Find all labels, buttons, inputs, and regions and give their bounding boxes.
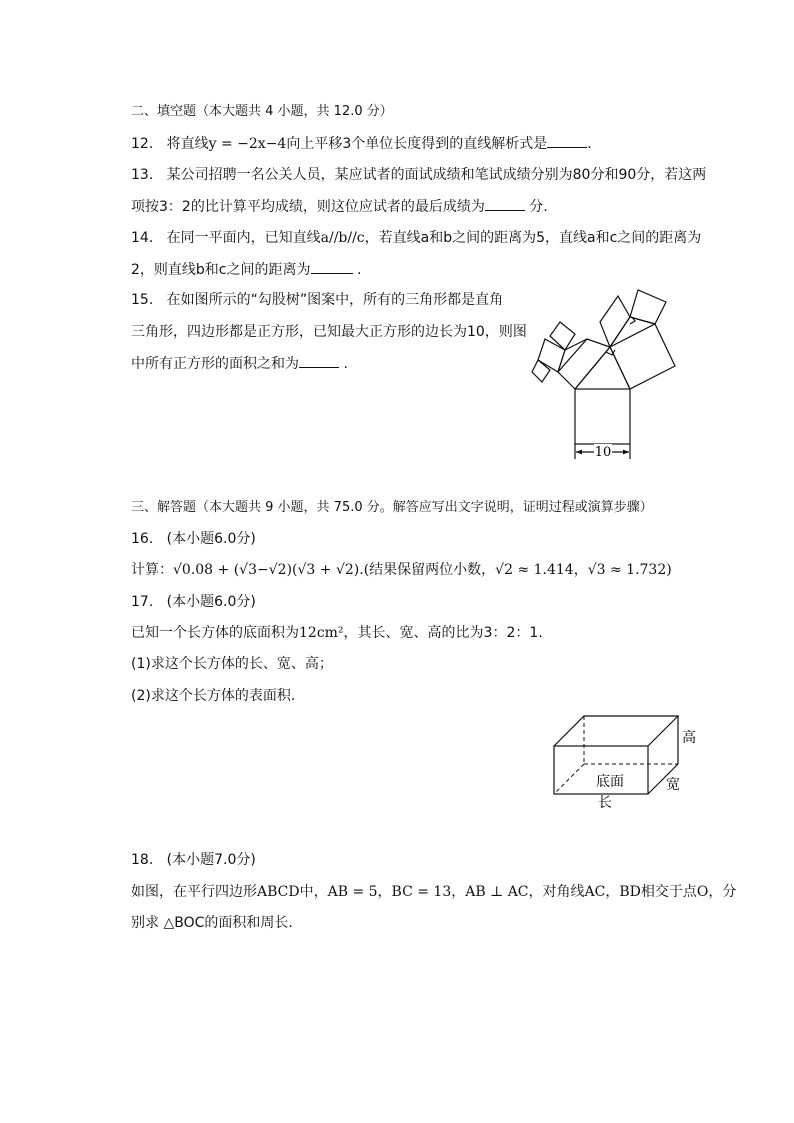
question-15-line2: 三角形，四边形都是正方形，已知最大正方形的边长为10，则图 [131, 324, 527, 340]
left-upper-square [550, 322, 575, 350]
q18-line1-expression: ABCD中，AB = 5，BC = 13，AB ⊥ AC，对角线AC，BD相交于点O，分 [257, 884, 737, 900]
left-lower-square [538, 339, 565, 372]
question-18-line1 [131, 882, 736, 902]
q13-line2-end: 分. [529, 199, 548, 215]
upper-right-square [630, 290, 666, 324]
q12-number: 12. [131, 136, 154, 152]
q15-number: 15. [131, 292, 154, 308]
q17-number: 17. [131, 594, 154, 610]
question-17-part2: (2)求这个长方体的表面积. [131, 688, 296, 704]
q14-line2-end: . [356, 262, 362, 278]
label-wide: 宽 [666, 777, 680, 793]
label-high: 高 [682, 730, 696, 746]
question-18-line2: 别求 △BOC的面积和周长. [131, 915, 293, 931]
q16-note: .(结果保留两位小数，√2 ≈ 1.414，√3 ≈ 1.732) [359, 562, 672, 578]
question-13-line1 [131, 165, 706, 185]
question-14-line1 [131, 228, 701, 248]
q12-answer-blank[interactable] [547, 133, 587, 148]
right-square [610, 324, 675, 389]
left-tiny-square [532, 360, 550, 382]
question-17-part1: (1)求这个长方体的长、宽、高； [131, 656, 333, 672]
q17-score: (本小题6.0分) [166, 594, 256, 610]
q14-line2-text: 2，则直线b和c之间的距离为 [131, 262, 311, 278]
question-15-line1 [131, 290, 503, 310]
question-16-body [131, 560, 672, 580]
cuboid-top-edges [554, 716, 678, 746]
q13-number: 13. [131, 167, 154, 183]
question-15-line3 [131, 353, 348, 374]
question-17-header [131, 592, 256, 612]
q12-text-a: 将直线 [166, 136, 209, 152]
q16-number: 16. [131, 531, 154, 547]
question-14-line2 [131, 259, 361, 280]
question-13-line2 [131, 196, 548, 217]
q15-answer-blank[interactable] [299, 353, 339, 368]
dim-arrow-left [576, 450, 582, 455]
q17-area-expression: 12cm² [299, 625, 344, 641]
left-square [558, 339, 610, 389]
q13-answer-blank[interactable] [485, 196, 525, 211]
q15-line3-text: 中所有正方形的面积之和为 [131, 356, 299, 372]
section2-heading: 二、填空题（本大题共 4 小题，共 12.0 分） [131, 104, 393, 119]
label-bottom: 底面 [596, 774, 624, 790]
q12-end: . [587, 136, 592, 152]
main-triangle [575, 347, 630, 389]
q14-text-a: 在同一平面内，已知直线 [166, 230, 321, 246]
question-12 [131, 133, 592, 154]
pythagoras-tree-figure [520, 284, 700, 464]
cuboid-figure [548, 708, 708, 818]
q14-number: 14. [131, 230, 154, 246]
q16-score: (本小题6.0分) [166, 531, 256, 547]
dim-arrow-right [623, 450, 629, 455]
hidden-edge-depth [554, 764, 584, 794]
dimension-label: 10 [594, 445, 612, 460]
q12-text-c: 个单位长度得到的直线解析式是 [351, 136, 548, 152]
q14-expression: a//b//c [320, 230, 365, 246]
q17-line1-a: 已知一个长方体的底面积为 [131, 625, 299, 641]
q18-line1-a: 如图，在平行四边形 [131, 884, 257, 900]
largest-square [575, 389, 630, 444]
section3-heading: 三、解答题（本大题共 9 小题，共 75.0 分。解答应写出文字说明，证明过程或演算步骤） [131, 500, 653, 515]
q15-line3-end: . [343, 356, 348, 372]
q17-line1-b: ，其长、宽、高的比为3：2：1. [343, 625, 543, 641]
label-long: 长 [598, 795, 612, 811]
q14-text-b: ，若直线a和b之间的距离为5，直线a和c之间的距离为 [364, 230, 702, 246]
q12-text-b: 向上平移 [286, 136, 343, 152]
q18-score: (本小题7.0分) [166, 852, 256, 868]
q12-number-3: 3 [342, 136, 352, 152]
q14-answer-blank[interactable] [311, 259, 353, 274]
q12-expression: y = −2x−4 [208, 136, 287, 152]
question-18-header [131, 850, 256, 870]
q13-line1: 某公司招聘一名公关人员，某应试者的面试成绩和笔试成绩分别为80分和90分，若这两 [166, 167, 707, 183]
q13-line2-text: 项按3：2的比计算平均成绩，则这位应试者的最后成绩为 [131, 199, 485, 215]
question-17-line1 [131, 623, 543, 643]
q16-expression: √0.08 + (√3−√2)(√3 + √2) [173, 562, 360, 578]
q15-line1: 在如图所示的“勾股树”图案中，所有的三角形都是直角 [166, 292, 504, 308]
question-16-header [131, 529, 256, 549]
q18-number: 18. [131, 852, 154, 868]
q16-prefix: 计算： [131, 562, 173, 578]
